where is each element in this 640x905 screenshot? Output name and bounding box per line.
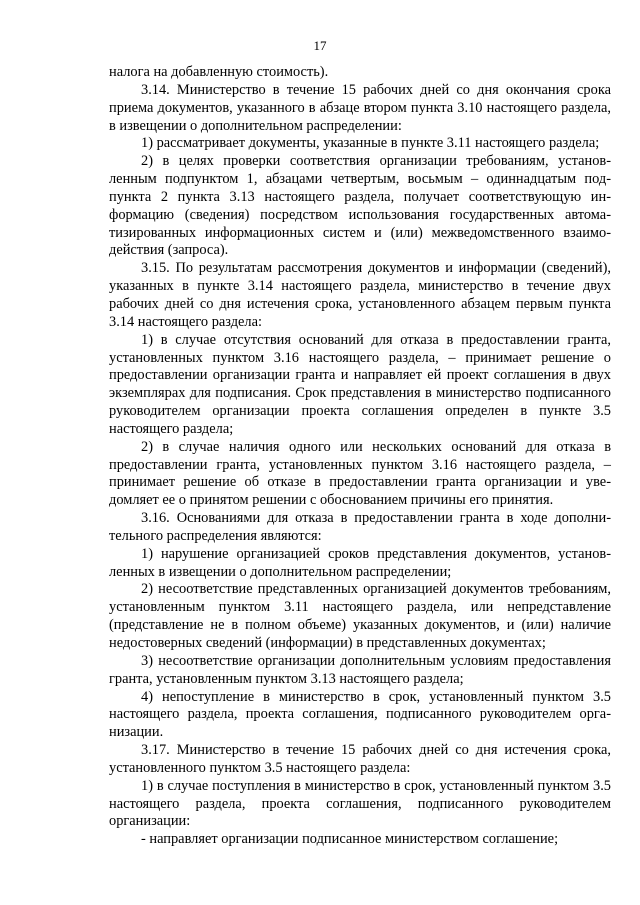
paragraph-3-14: 3.14. Министерство в течение 15 рабочих дней со дня окончания срока приема документов, указанного в абзаце втором пункта 3.10 настоящего раздела, в извещении о дополнительном распределении: bbox=[109, 81, 611, 134]
paragraph-3-16-item-4: 4) непоступление в министерство в срок, установленный пунктом 3.5 настоящего раздела, проекта соглашения, подписанного руководителем организации. bbox=[109, 688, 611, 741]
paragraph-3-16: 3.16. Основаниями для отказа в предоставлении гранта в ходе дополнительного распределения являются: bbox=[109, 510, 611, 544]
paragraph-continuation: налога на добавленную стоимость). bbox=[109, 64, 329, 80]
paragraph-3-17-item-1: 1) в случае поступления в министерство в срок, установленный пунктом 3.5 настоящего раздела, проекта соглашения, подписанного руководителем организации: bbox=[109, 777, 611, 830]
paragraph-3-15-item-1: 1) в случае отсутствия оснований для отказа в предоставлении гранта, установленных пунктом 3.16 настоящего раздела, – принимает решение о предоставлении организации гранта и направляет ей проект соглашения в двух экземплярах для подписания. Срок представления в министерство подписанного руководителем организации проекта соглашения определен в пункте 3.5 настоящего раздела; bbox=[109, 331, 611, 437]
paragraph-3-14-item-2: 2) в целях проверки соответствия организации требованиям, установленным подпунктом 1, абзацами четвертым, восьмым – одиннадцатым подпункта 2 пункта 3.13 настоящего раздела, получает соответствующую информацию (сведения) посредством использования государственных автоматизированных информационных систем и (или) межведомственного взаимодействия (запроса). bbox=[109, 153, 611, 259]
paragraph-3-16-item-1: 1) нарушение организацией сроков представления документов, установленных в извещении о дополнительном распределении; bbox=[109, 545, 611, 580]
paragraph-3-17-subitem: - направляет организации подписанное министерством соглашение; bbox=[141, 831, 559, 848]
page-number: 17 bbox=[313, 38, 327, 53]
paragraph-3-17: 3.17. Министерство в течение 15 рабочих дней со дня истечения срока, установленного пунктом 3.5 настоящего раздела: bbox=[109, 742, 611, 776]
paragraph-3-14-item-1: 1) рассматривает документы, указанные в пункте 3.11 настоящего раздела; bbox=[141, 135, 600, 152]
paragraph-3-15: 3.15. По результатам рассмотрения документов и информации (сведений), указанных в пункте 3.14 настоящего раздела, министерство в течение двух рабочих дней со дня истечения срока, установленного абзацем первым пункта 3.14 настоящего раздела: bbox=[109, 260, 611, 330]
paragraph-3-15-item-2: 2) в случае наличия одного или нескольких оснований для отказа в предоставлении гранта, установленных пунктом 3.16 настоящего раздела, – принимает решение об отказе в предоставлении гранта организации и уведомляет ее о принятом решении с обоснованием причины его принятия. bbox=[109, 438, 611, 509]
paragraph-3-16-item-3: 3) несоответствие организации дополнительным условиям предоставления гранта, установленным пунктом 3.13 настоящего раздела; bbox=[109, 652, 611, 687]
document-body bbox=[109, 64, 611, 849]
paragraph-3-16-item-2: 2) несоответствие представленных организацией документов требованиям, установленным пунктом 3.11 настоящего раздела, или непредставление (представление не в полном объеме) указанных документов, и (или) наличие недостоверных сведений (информации) в представленных документах; bbox=[109, 581, 611, 651]
